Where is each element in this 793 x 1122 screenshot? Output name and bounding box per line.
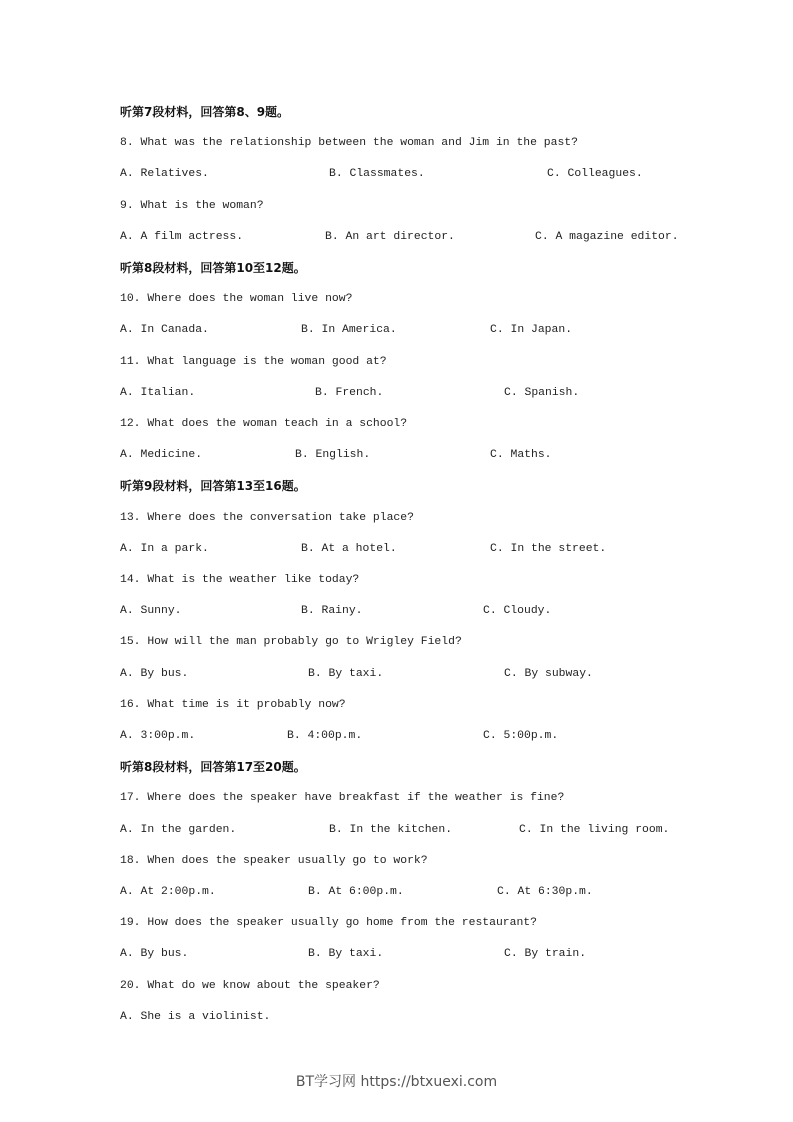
answer-option-c: C. By subway.: [504, 668, 593, 680]
answer-option-a: A. In Canada.: [120, 324, 209, 336]
question-text: 14. What is the weather like today?: [120, 574, 360, 586]
question-text: 19. How does the speaker usually go home from the restaurant?: [120, 917, 537, 929]
section-heading: 听第9段材料，回答第13至16题。: [120, 479, 306, 493]
question-text: 18. When does the speaker usually go to work?: [120, 855, 428, 867]
footer-watermark: BT学习网 https://btxuexi.com: [295, 1074, 498, 1090]
question-text: 9. What is the woman?: [120, 200, 264, 212]
answer-option-a: A. Medicine.: [120, 449, 203, 461]
answer-options-row: [120, 1010, 720, 1024]
answer-option-c: C. In Japan.: [490, 324, 573, 336]
answer-option-c: C. At 6:30p.m.: [497, 886, 593, 898]
section-heading: 听第8段材料，回答第17至20题。: [120, 760, 306, 774]
answer-option-b: B. By taxi.: [308, 668, 384, 680]
answer-options-row: [120, 947, 720, 961]
answer-option-a: A. A film actress.: [120, 231, 244, 243]
answer-option-c: C. Colleagues.: [547, 168, 643, 180]
answer-option-c: C. Spanish.: [504, 387, 580, 399]
answer-option-b: B. French.: [315, 387, 384, 399]
answer-option-b: B. In the kitchen.: [329, 824, 453, 836]
question-text: 20. What do we know about the speaker?: [120, 980, 380, 992]
answer-options-row: [120, 230, 720, 244]
answer-option-c: C. In the living room.: [519, 824, 670, 836]
answer-options-row: [120, 167, 720, 181]
answer-option-c: C. 5:00p.m.: [483, 730, 559, 742]
answer-options-row: [120, 448, 720, 462]
answer-option-b: B. By taxi.: [308, 948, 384, 960]
section-heading: 听第7段材料，回答第8、9题。: [120, 105, 290, 119]
answer-option-b: B. Rainy.: [301, 605, 363, 617]
answer-option-a: A. 3:00p.m.: [120, 730, 196, 742]
answer-option-b: B. 4:00p.m.: [287, 730, 363, 742]
answer-option-a: A. In a park.: [120, 543, 209, 555]
answer-option-c: C. A magazine editor.: [535, 231, 679, 243]
answer-option-a: A. In the garden.: [120, 824, 237, 836]
answer-options-row: [120, 729, 720, 743]
answer-options-row: [120, 323, 720, 337]
answer-options-row: [120, 386, 720, 400]
question-text: 11. What language is the woman good at?: [120, 356, 387, 368]
answer-option-a: A. Sunny.: [120, 605, 182, 617]
answer-option-c: C. Cloudy.: [483, 605, 552, 617]
answer-option-a: A. She is a violinist.: [120, 1011, 271, 1023]
answer-option-b: B. At a hotel.: [301, 543, 397, 555]
answer-options-row: [120, 604, 720, 618]
answer-option-c: C. In the street.: [490, 543, 607, 555]
answer-option-c: C. Maths.: [490, 449, 552, 461]
question-text: 13. Where does the conversation take place?: [120, 512, 414, 524]
answer-option-a: A. By bus.: [120, 948, 189, 960]
section-heading: 听第8段材料，回答第10至12题。: [120, 261, 306, 275]
answer-option-b: B. An art director.: [325, 231, 455, 243]
question-text: 8. What was the relationship between the woman and Jim in the past?: [120, 137, 578, 149]
answer-option-a: A. By bus.: [120, 668, 189, 680]
answer-options-row: [120, 823, 720, 837]
answer-options-row: [120, 667, 720, 681]
answer-option-b: B. In America.: [301, 324, 397, 336]
answer-options-row: [120, 885, 720, 899]
answer-option-b: B. English.: [295, 449, 371, 461]
answer-option-c: C. By train.: [504, 948, 587, 960]
answer-option-a: A. Italian.: [120, 387, 196, 399]
answer-option-b: B. Classmates.: [329, 168, 425, 180]
question-text: 17. Where does the speaker have breakfast if the weather is fine?: [120, 792, 565, 804]
question-text: 16. What time is it probably now?: [120, 699, 346, 711]
answer-option-a: A. Relatives.: [120, 168, 209, 180]
question-text: 15. How will the man probably go to Wrigley Field?: [120, 636, 462, 648]
answer-options-row: [120, 542, 720, 556]
answer-option-b: B. At 6:00p.m.: [308, 886, 404, 898]
answer-option-a: A. At 2:00p.m.: [120, 886, 216, 898]
question-text: 12. What does the woman teach in a school?: [120, 418, 408, 430]
question-text: 10. Where does the woman live now?: [120, 293, 353, 305]
